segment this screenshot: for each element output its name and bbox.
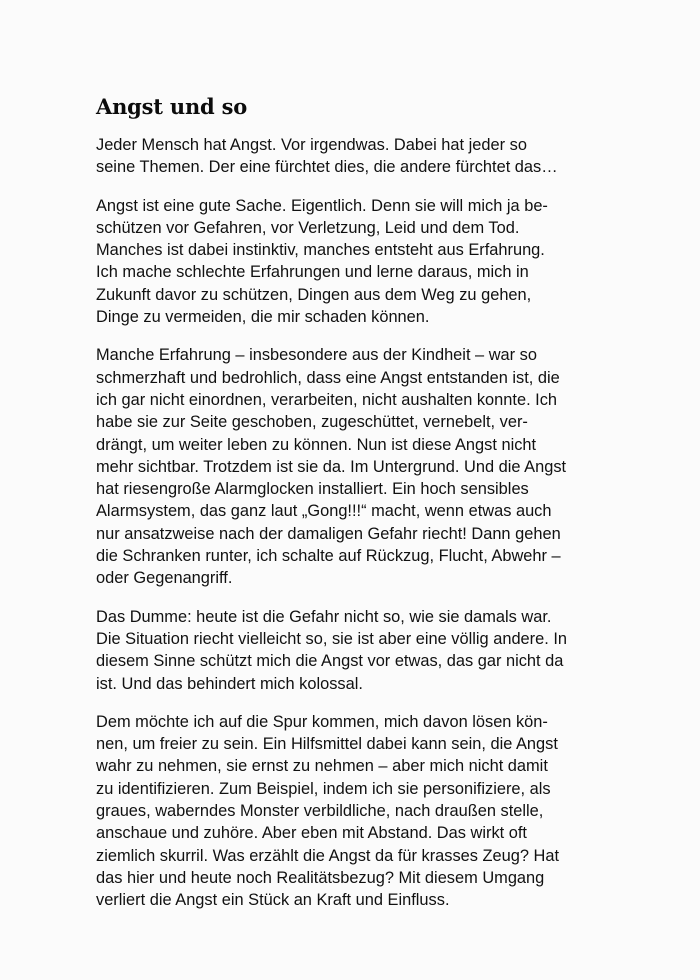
text-line: ich gar nicht einordnen, verarbeiten, nicht aushalten konnte. Ich <box>96 390 558 409</box>
text-line: Jeder Mensch hat Angst. Vor irgendwas. Dabei hat jeder so <box>96 136 527 154</box>
article-body <box>96 94 616 928</box>
paragraph-list <box>96 134 616 912</box>
text-line: anschaue und zuhöre. Aber eben mit Abstand. Das wirkt oft <box>96 824 527 843</box>
text-line: graues, waberndes Monster verbildliche, nach draußen stelle, <box>96 802 544 821</box>
paragraph <box>96 711 616 912</box>
text-line: schützen vor Gefahren, vor Verletzung, Leid und dem Tod. <box>96 218 520 237</box>
text-line: schmerzhaft und bedrohlich, dass eine Angst entstanden ist, die <box>96 368 560 387</box>
article-title: Angst und so <box>96 94 248 119</box>
text-line: Manches ist dabei instinktiv, manches entsteht aus Erfahrung. <box>96 241 545 260</box>
text-line: das hier und heute noch Realitätsbezug? Mit diesem Umgang <box>96 868 545 887</box>
paragraph <box>96 344 616 589</box>
text-line: hat riesengroße Alarmglocken installiert. Ein hoch sensibles <box>96 480 529 499</box>
paragraph <box>96 195 616 329</box>
text-line: wahr zu nehmen, sie ernst zu nehmen – aber mich nicht damit <box>96 757 548 776</box>
text-line: Das Dumme: heute ist die Gefahr nicht so, wie sie damals war. <box>96 607 552 626</box>
text-line: zu identifizieren. Zum Beispiel, indem ich sie personifiziere, als <box>96 779 551 798</box>
text-line: ist. Und das behindert mich kolossal. <box>96 674 363 693</box>
text-line: mehr sichtbar. Trotzdem ist sie da. Im Untergrund. Und die Angst <box>96 457 567 476</box>
text-line: Alarmsystem, das ganz laut „Gong!!!“ macht, wenn etwas auch <box>96 502 552 521</box>
text-line: drängt, um weiter leben zu können. Nun ist diese Angst nicht <box>96 435 537 454</box>
text-line: habe sie zur Seite geschoben, zugeschüttet, vernebelt, ver- <box>96 413 528 432</box>
text-line: oder Gegenangriff. <box>96 569 233 588</box>
text-line: nen, um freier zu sein. Ein Hilfsmittel dabei kann sein, die Angst <box>96 735 558 754</box>
paragraph <box>96 134 616 179</box>
text-line: Dem möchte ich auf die Spur kommen, mich davon lösen kön- <box>96 712 548 731</box>
text-line: verliert die Angst ein Stück an Kraft und Einfluss. <box>96 891 450 910</box>
text-line: Angst ist eine gute Sache. Eigentlich. Denn sie will mich ja be- <box>96 196 548 215</box>
text-line: Dinge zu vermeiden, die mir schaden können. <box>96 308 430 327</box>
text-line: nur ansatzweise nach der damaligen Gefahr riecht! Dann gehen <box>96 524 561 543</box>
text-line: seine Themen. Der eine fürchtet dies, die andere fürchtet das… <box>96 158 558 177</box>
text-line: die Schranken runter, ich schalte auf Rückzug, Flucht, Abwehr – <box>96 547 561 566</box>
text-line: Manche Erfahrung – insbesondere aus der Kindheit – war so <box>96 346 537 365</box>
text-line: Zukunft davor zu schützen, Dingen aus dem Weg zu gehen, <box>96 285 532 304</box>
text-line: ziemlich skurril. Was erzählt die Angst da für krasses Zeug? Hat <box>96 846 560 865</box>
paragraph <box>96 606 616 695</box>
text-line: Die Situation riecht vielleicht so, sie ist aber eine völlig andere. In <box>96 629 568 648</box>
text-line: diesem Sinne schützt mich die Angst vor etwas, das gar nicht da <box>96 652 564 671</box>
text-line: Ich mache schlechte Erfahrungen und lerne daraus, mich in <box>96 263 529 282</box>
